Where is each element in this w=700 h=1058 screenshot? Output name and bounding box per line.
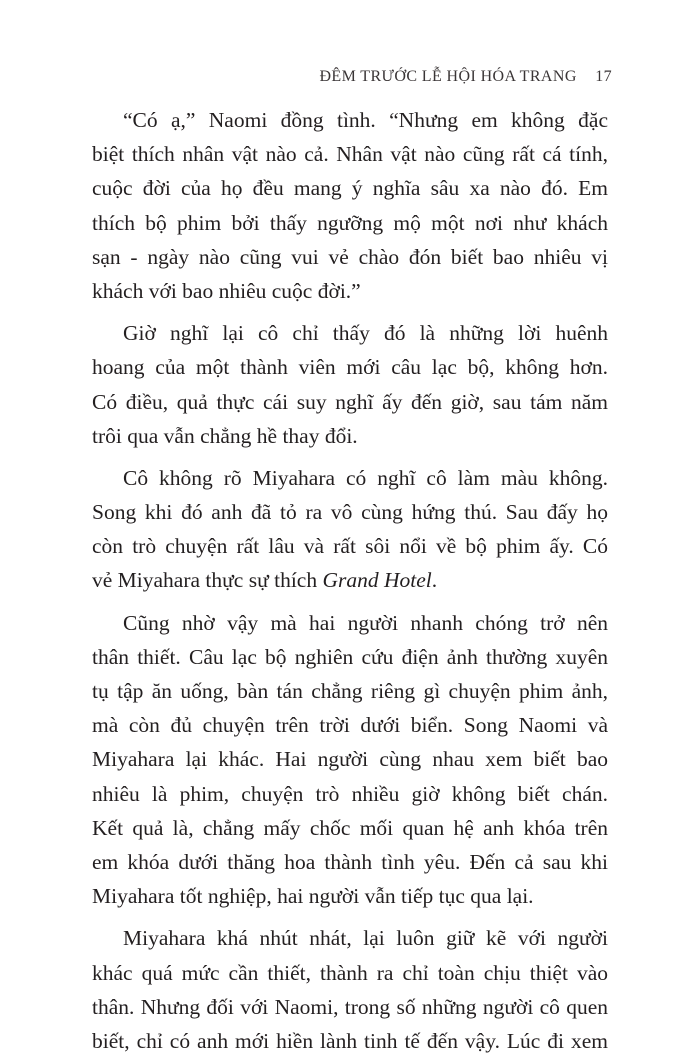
text-line [92,563,608,597]
paragraph-5 [92,921,608,1058]
text-line: “Có ạ,” Naomi đồng tình. “Nhưng em không đặc [123,108,608,132]
text-line: thân. Nhưng đối với Naomi, trong số những người cô quen [92,994,608,1019]
text-line: em khóa dưới thăng hoa thành tình yêu. Đến cả sau khi [92,849,608,874]
text-line: khách với bao nhiêu cuộc đời.” [92,278,361,303]
text-line: Cũng nhờ vậy mà hai người nhanh chóng trở nên [123,610,608,635]
running-title: ĐÊM TRƯỚC LỄ HỘI HÓA TRANG [319,68,577,85]
paragraph-3 [92,461,608,598]
text-line: thân thiết. Câu lạc bộ nghiên cứu điện ảnh thường xuyên [92,644,608,669]
text-line: Kết quả là, chẳng mấy chốc mối quan hệ anh khóa trên [92,815,608,840]
paragraph-2 [92,316,608,453]
text-fragment: . [431,568,438,593]
text-line: mà còn đủ chuyện trên trời dưới biển. Song Naomi và [92,713,608,738]
running-header [319,68,612,86]
text-line: Miyahara tốt nghiệp, hai người vẫn tiếp tục qua lại. [92,884,534,909]
body-text [92,103,608,1058]
text-line: Miyahara khá nhút nhát, lại luôn giữ kẽ với người [123,926,608,951]
text-fragment: vẻ Miyahara thực sự thích [92,568,323,593]
text-line: Giờ nghĩ lại cô chỉ thấy đó là những lời huênh [123,321,608,346]
text-line: sạn - ngày nào cũng vui vẻ chào đón biết bao nhiêu vị [92,244,608,269]
text-line: thích bộ phim bởi thấy ngưỡng mộ một nơi như khách [92,210,608,235]
text-line: biệt thích nhân vật nào cả. Nhân vật nào cũng rất cá tính, [92,142,608,167]
text-line: còn trò chuyện rất lâu và rất sôi nổi về bộ phim ấy. Có [92,534,608,559]
text-line: nhiêu là phim, chuyện trò nhiều giờ không biết chán. [92,781,608,806]
text-line: cuộc đời của họ đều mang ý nghĩa sâu xa nào đó. Em [92,176,608,201]
paragraph-4 [92,606,608,914]
text-line: Miyahara lại khác. Hai người cùng nhau xem biết bao [92,747,608,772]
text-line: trôi qua vẫn chẳng hề thay đổi. [92,423,358,448]
text-line: Có điều, quả thực cái suy nghĩ ấy đến giờ, sau tám năm [92,389,608,414]
text-line: biết, chỉ có anh mới hiền lành tinh tế đến vậy. Lúc đi xem [92,1028,608,1053]
page-number: 17 [595,68,612,85]
text-line: Cô không rõ Miyahara có nghĩ cô làm màu không. [123,465,608,490]
text-line: Song khi đó anh đã tỏ ra vô cùng hứng thú. Sau đấy họ [92,500,608,525]
text-line: tụ tập ăn uống, bàn tán chẳng riêng gì chuyện phim ảnh, [92,679,608,703]
text-line: khác quá mức cần thiết, thành ra chỉ toàn chịu thiệt vào [92,960,608,985]
paragraph-1 [92,103,608,308]
film-title: Grand Hotel [322,568,432,593]
text-line: hoang của một thành viên mới câu lạc bộ, không hơn. [92,355,608,380]
